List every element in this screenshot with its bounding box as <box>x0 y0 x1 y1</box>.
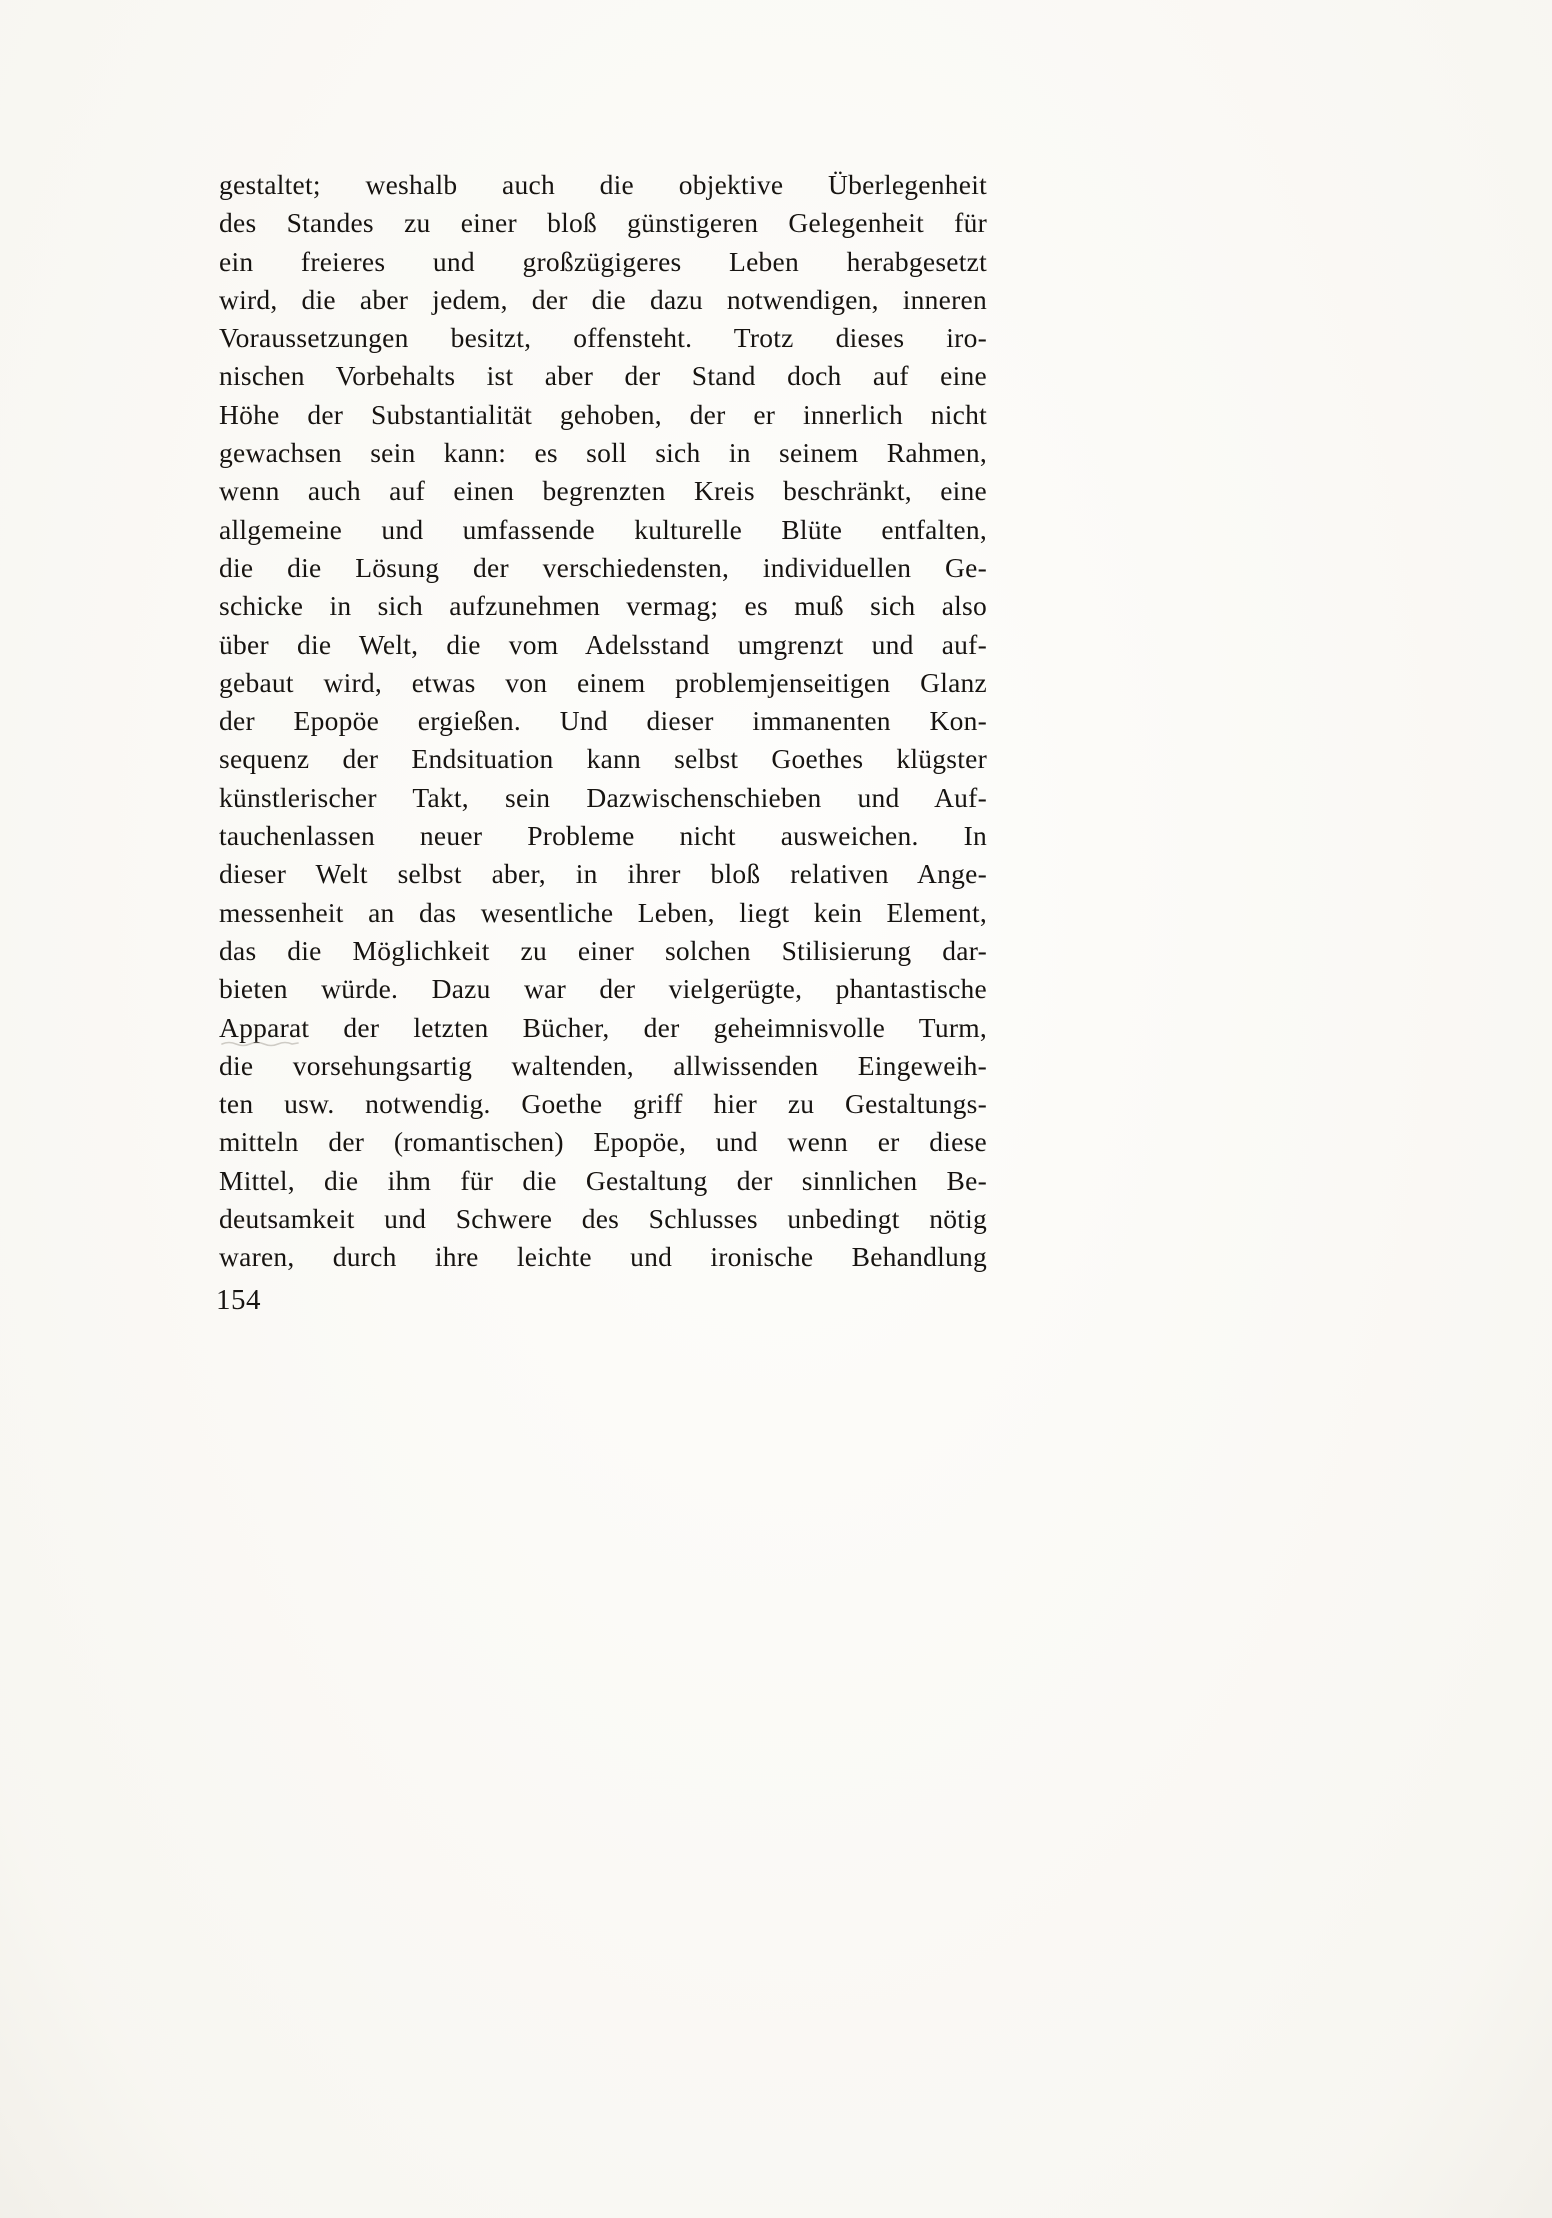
text-line: Voraussetzungen besitzt, offensteht. Trotz dieses iro- <box>219 322 987 354</box>
text-line: mitteln der (romantischen) Epopöe, und wenn er diese <box>219 1126 987 1158</box>
page-number: 154 <box>216 1284 261 1316</box>
text-line: Mittel, die ihm für die Gestaltung der sinnlichen Be- <box>219 1164 987 1196</box>
text-line: Apparat der letzten Bücher, der geheimnisvolle Turm, <box>219 1011 987 1043</box>
text-line: tauchenlassen neuer Probleme nicht ausweichen. In <box>219 820 987 852</box>
text-line: dieser Welt selbst aber, in ihrer bloß relativen Ange- <box>219 858 987 890</box>
text-line: wird, die aber jedem, der die dazu notwendigen, inneren <box>219 283 987 315</box>
text-line: ein freieres und großzügigeres Leben herabgesetzt <box>219 245 987 277</box>
text-line: deutsamkeit und Schwere des Schlusses unbedingt nötig <box>219 1203 987 1235</box>
paragraph-block <box>219 166 987 1277</box>
text-line: künstlerischer Takt, sein Dazwischenschieben und Auf- <box>219 781 987 813</box>
text-line: die die Lösung der verschiedensten, individuellen Ge- <box>219 551 987 583</box>
text-line: allgemeine und umfassende kulturelle Blüte entfalten, <box>219 513 987 545</box>
text-line: über die Welt, die vom Adelsstand umgrenzt und auf- <box>219 628 987 660</box>
text-line: sequenz der Endsituation kann selbst Goethes klügster <box>219 743 987 775</box>
text-line: Höhe der Substantialität gehoben, der er innerlich nicht <box>219 398 987 430</box>
text-line: waren, durch ihre leichte und ironische Behandlung <box>219 1241 987 1273</box>
scan-smudge-mark <box>221 1040 299 1048</box>
text-line: der Epopöe ergießen. Und dieser immanenten Kon- <box>219 705 987 737</box>
text-line: die vorsehungsartig waltenden, allwissenden Eingeweih- <box>219 1049 987 1081</box>
text-line: bieten würde. Dazu war der vielgerügte, phantastische <box>219 973 987 1005</box>
text-line: gebaut wird, etwas von einem problemjenseitigen Glanz <box>219 666 987 698</box>
text-line: gewachsen sein kann: es soll sich in seinem Rahmen, <box>219 437 987 469</box>
text-line: ten usw. notwendig. Goethe griff hier zu Gestaltungs- <box>219 1088 987 1120</box>
text-line: gestaltet; weshalb auch die objektive Überlegenheit <box>219 169 987 200</box>
text-line: nischen Vorbehalts ist aber der Stand doch auf eine <box>219 360 987 392</box>
text-line: schicke in sich aufzunehmen vermag; es muß sich also <box>219 590 987 622</box>
text-line: wenn auch auf einen begrenzten Kreis beschränkt, eine <box>219 475 987 507</box>
text-line: messenheit an das wesentliche Leben, liegt kein Element, <box>219 896 987 928</box>
text-line: des Standes zu einer bloß günstigeren Gelegenheit für <box>219 207 987 239</box>
text-line: das die Möglichkeit zu einer solchen Stilisierung dar- <box>219 934 987 966</box>
